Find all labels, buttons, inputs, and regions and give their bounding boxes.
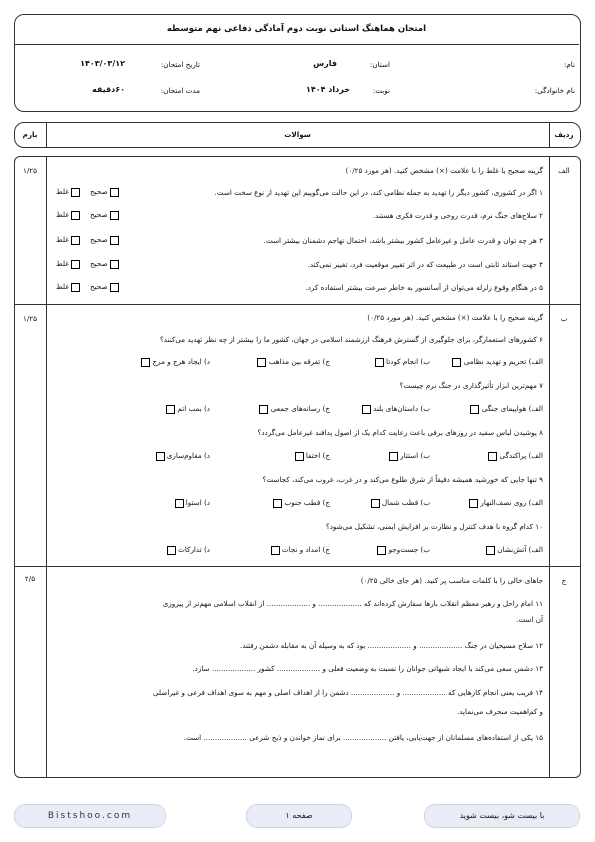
true-label: صحیح (90, 187, 108, 196)
q8-option-b[interactable] (387, 451, 430, 461)
option-text: ج) تفرقه بین مذاهب (268, 357, 330, 366)
question-11: ۱۱ امام راحل و رهبر معظم انقلاب بارها سفارش کرده‌اند که ................... و ................... از انقلاب اسلامی مهم‌تر از پیروزی (162, 599, 543, 608)
divider (14, 304, 581, 305)
question-10: ۱۰ کدام گروه با هدف کنترل و نظارت بر افزایش ایمنی، تشکیل می‌شود؟ (325, 522, 543, 531)
province-label: استان: (369, 60, 390, 69)
q6-option-d[interactable] (139, 357, 210, 367)
checkbox-icon[interactable] (110, 260, 119, 269)
checkbox-icon[interactable] (257, 358, 266, 367)
question-5: ۵ در هنگام وقوع زلزله می‌توان از آسانسور به خاطر سرعت بیشتر استفاده کرد. (305, 283, 543, 292)
option-text: الف) هواپیمای جنگی (481, 404, 543, 413)
option-text: د) تدارکات (178, 545, 210, 554)
false-label: غلط (56, 210, 69, 219)
checkbox-icon[interactable] (71, 188, 80, 197)
col-score-header: بارم (22, 130, 38, 139)
option-text: د) استوا (185, 498, 210, 507)
checkbox-icon[interactable] (273, 499, 282, 508)
true-label: صحیح (90, 259, 108, 268)
question-4: ۴ جهت استاند ثابتی است در طبیعت که در اثر تغییر موقعیت فرد، تغییر نمی‌کند. (307, 260, 543, 269)
checkbox-icon[interactable] (71, 236, 80, 245)
false-label: غلط (56, 259, 69, 268)
name-label: نام: (563, 60, 575, 69)
footer-site[interactable]: Bistshoo.com (47, 811, 133, 821)
q7-option-c[interactable] (257, 404, 330, 414)
q10-option-c[interactable] (269, 545, 330, 555)
q1-true[interactable] (90, 187, 119, 197)
q8-option-c[interactable] (293, 451, 330, 461)
footer-slogan: با بیست شو، بیست شوید (459, 811, 545, 820)
round-label: نوبت: (372, 86, 390, 95)
option-text: الف) تحریم و تهدید نظامی (463, 357, 543, 366)
option-text: ب) جست‌وجو (388, 545, 430, 554)
family-label: نام خانوادگی: (534, 86, 575, 95)
section-score-alef: ۱/۲۵ (22, 166, 37, 175)
section-label-alef: الف (558, 166, 570, 175)
q5-true[interactable] (90, 282, 119, 292)
option-text: ب) داستان‌های بلند (373, 404, 430, 413)
footer-site-pill[interactable] (14, 804, 166, 828)
checkbox-icon[interactable] (156, 452, 165, 461)
instruction-alef: گزینه صحیح یا غلط را با علامت (×) مشخص کنید. (هر مورد ۰/۲۵) (345, 166, 543, 175)
question-8: ۸ پوشیدن لباس سفید در روزهای برفی باعث رعایت کدام یک از اصول پدافند غیرعامل می‌گردد؟ (257, 428, 543, 437)
checkbox-icon[interactable] (469, 499, 478, 508)
q6-option-c[interactable] (255, 357, 330, 367)
question-3: ۳ هر چه توان و قدرت عامل و غیرعامل کشور بیشتر باشد، احتمال تهاجم دشمنان بیشتر است. (263, 236, 543, 245)
q2-true[interactable] (90, 210, 119, 220)
checkbox-icon[interactable] (110, 236, 119, 245)
q9-option-a[interactable] (467, 498, 543, 508)
checkbox-icon[interactable] (371, 499, 380, 508)
option-text: د) مقاوم‌سازی (166, 451, 210, 460)
question-12: ۱۲ سلاح مسیحیان در جنگ ................... و ................... بود که به وسیله آن به مقابله دشمن رفتند. (239, 641, 543, 650)
q7-option-b[interactable] (360, 404, 430, 414)
question-14-cont: و کم‌اهمیت منحرف می‌نماید. (456, 707, 543, 716)
question-14: ۱۴ فریب یعنی انجام کارهایی که ................... و ................... دشمن را از اهداف اصلی و مهم به سوی اهداف فرعی و غیراصلی (152, 688, 543, 697)
checkbox-icon[interactable] (175, 499, 184, 508)
checkbox-icon[interactable] (259, 405, 268, 414)
questions-table (14, 156, 581, 778)
checkbox-icon[interactable] (141, 358, 150, 367)
q3-false[interactable] (56, 235, 80, 245)
q8-option-d[interactable] (154, 451, 211, 461)
question-11-cont: آن است. (516, 615, 543, 624)
col-row-header: ردیف (554, 130, 574, 139)
page-number: صفحه ۱ (285, 811, 313, 820)
q6-option-a[interactable] (450, 357, 543, 367)
q8-option-a[interactable] (486, 451, 543, 461)
question-6: ۶ کشورهای استعمارگر، برای جلوگیری از گسترش فرهنگ ارزشمند اسلامی در جهان، کشور ما را بیشتر از چه نظر تهدید می‌کنند؟ (159, 335, 543, 344)
false-label: غلط (56, 235, 69, 244)
q10-option-b[interactable] (375, 545, 430, 555)
divider (549, 156, 550, 778)
duration-label: مدت امتحان: (160, 86, 200, 95)
question-13: ۱۳ دشمن سعی می‌کند با ایجاد شبهاتی جوانان را نسبت به وضعیت فعلی و ................... کشور ................... سازد. (192, 664, 543, 673)
question-2: ۲ سلاح‌های جنگ نرم، قدرت روحی و قدرت فکری هستند. (372, 211, 543, 220)
round-value: خرداد ۱۴۰۴ (305, 85, 350, 94)
q4-true[interactable] (90, 259, 119, 269)
option-text: د) ایجاد هرج و مرج (152, 357, 210, 366)
checkbox-icon[interactable] (110, 211, 119, 220)
instruction-be: گزینه صحیح را با علامت (×) مشخص کنید. (هر مورد ۰/۲۵) (367, 313, 543, 322)
q3-true[interactable] (90, 235, 119, 245)
q6-option-b[interactable] (373, 357, 430, 367)
section-label-jim: ج (561, 576, 567, 585)
q9-option-c[interactable] (271, 498, 330, 508)
date-label: تاریخ امتحان: (160, 60, 200, 69)
footer-slogan-pill (424, 804, 580, 828)
duration-value: ۶۰دقیقه (92, 85, 125, 94)
false-label: غلط (56, 187, 69, 196)
option-text: الف) آتش‌نشان (497, 545, 543, 554)
divider (46, 156, 47, 778)
date-value: ۱۴۰۳/۰۳/۱۲ (80, 59, 125, 68)
q4-false[interactable] (56, 259, 80, 269)
checkbox-icon[interactable] (486, 546, 495, 555)
option-text: ب) انجام کودتا (386, 357, 430, 366)
checkbox-icon[interactable] (71, 283, 80, 292)
province-value: فارس (313, 59, 337, 68)
option-text: الف) پراکندگی (499, 451, 543, 460)
question-9: ۹ تنها جایی که خورشید همیشه دقیقاً از شرق طلوع می‌کند و در غرب، غروب می‌کند، کجاست؟ (262, 475, 543, 484)
checkbox-icon[interactable] (377, 546, 386, 555)
section-score-be: ۱/۲۵ (22, 314, 37, 323)
option-text: د) بمب اتم (177, 404, 210, 413)
q7-option-d[interactable] (164, 404, 210, 414)
checkbox-icon[interactable] (375, 358, 384, 367)
option-text: ج) قطب جنوب (284, 498, 330, 507)
checkbox-icon[interactable] (295, 452, 304, 461)
q9-option-b[interactable] (369, 498, 430, 508)
checkbox-icon[interactable] (110, 283, 119, 292)
checkbox-icon[interactable] (71, 211, 80, 220)
checkbox-icon[interactable] (452, 358, 461, 367)
false-label: غلط (56, 282, 69, 291)
q2-false[interactable] (56, 210, 80, 220)
q9-option-d[interactable] (173, 498, 211, 508)
exam-title: امتحان هماهنگ استانی نوبت دوم آمادگی دفاعی نهم متوسطه (166, 24, 427, 34)
option-text: ج) رسانه‌های جمعی (270, 404, 330, 413)
option-text: ج) امداد و نجات (281, 545, 330, 554)
option-text: ب) قطب شمال (381, 498, 430, 507)
q10-option-a[interactable] (484, 545, 543, 555)
q7-option-a[interactable] (468, 404, 543, 414)
checkbox-icon[interactable] (389, 452, 398, 461)
col-questions-header: سوالات (284, 130, 311, 139)
footer-page-pill (246, 804, 352, 828)
section-label-be: ب (560, 314, 568, 323)
checkbox-icon[interactable] (470, 405, 479, 414)
checkbox-icon[interactable] (362, 405, 371, 414)
option-text: الف) روی نصف‌النهار (480, 498, 543, 507)
true-label: صحیح (90, 235, 108, 244)
option-text: ج) اختفا (305, 451, 330, 460)
question-7: ۷ مهم‌ترین ابزار تأثیرگذاری در جنگ نرم چیست؟ (399, 381, 543, 390)
true-label: صحیح (90, 210, 108, 219)
checkbox-icon[interactable] (167, 546, 176, 555)
q5-false[interactable] (56, 282, 80, 292)
checkbox-icon[interactable] (488, 452, 497, 461)
instruction-jim: جاهای خالی را با کلمات مناسب پر کنید. (هر جای خالی ۰/۲۵) (360, 576, 543, 585)
true-label: صحیح (90, 282, 108, 291)
q10-option-d[interactable] (165, 545, 210, 555)
checkbox-icon[interactable] (71, 260, 80, 269)
question-1: ۱ اگر در کشوری، کشور دیگر را تهدید به جمله نظامی کند، در این حالت می‌گوییم این تهدید از نوع سخت است. (214, 188, 543, 197)
q1-false[interactable] (56, 187, 80, 197)
divider (14, 566, 581, 567)
section-score-jim: ۲/۵ (24, 574, 36, 583)
checkbox-icon[interactable] (166, 405, 175, 414)
checkbox-icon[interactable] (271, 546, 280, 555)
option-text: ب) استتار (400, 451, 430, 460)
question-15: ۱۵ یکی از استفاده‌های مسلمانان از جهت‌یابی، یافتن ................... برای نماز خواندن و ذبح شرعی ................... است. (183, 733, 543, 742)
checkbox-icon[interactable] (110, 188, 119, 197)
header-divider (14, 44, 579, 45)
